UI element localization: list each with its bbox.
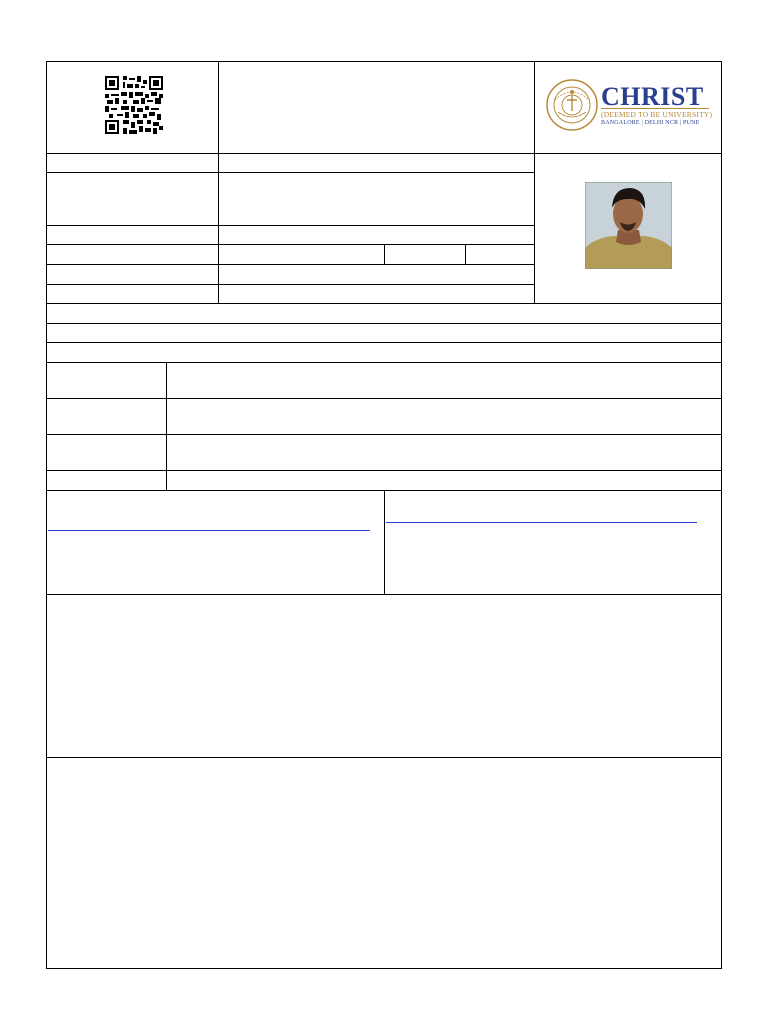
link-section-divider — [384, 490, 385, 594]
qr-code-icon — [102, 76, 166, 134]
section-rule — [46, 594, 722, 595]
university-name: CHRIST — [601, 82, 704, 111]
info-cell-divider — [384, 244, 385, 264]
university-locations: BANGALORE | DELHI NCR | PUNE — [601, 120, 700, 126]
detail-row-rule — [46, 398, 722, 399]
detail-row-rule — [46, 342, 722, 343]
detail-row-rule — [46, 434, 722, 435]
header-divider-1 — [218, 61, 219, 304]
info-cell-divider — [465, 244, 466, 264]
info-row-rule — [46, 284, 534, 285]
info-row-rule — [46, 244, 534, 245]
applicant-photo — [585, 182, 672, 269]
detail-row-rule — [46, 362, 722, 363]
detail-row-rule — [46, 303, 722, 304]
detail-row-rule — [46, 323, 722, 324]
info-row-rule — [46, 225, 534, 226]
university-seal-icon — [545, 78, 599, 132]
label-column-divider — [166, 362, 167, 490]
university-subtitle: (DEEMED TO BE UNIVERSITY) — [601, 110, 713, 119]
info-row-rule — [46, 172, 534, 173]
header-bottom-rule — [46, 153, 722, 154]
header-divider-2 — [534, 61, 535, 304]
info-row-rule — [46, 264, 534, 265]
logo-divider — [601, 108, 709, 109]
right-link-underline[interactable] — [386, 522, 697, 523]
detail-row-rule — [46, 470, 722, 471]
left-link-underline[interactable] — [48, 530, 370, 531]
section-rule — [46, 757, 722, 758]
